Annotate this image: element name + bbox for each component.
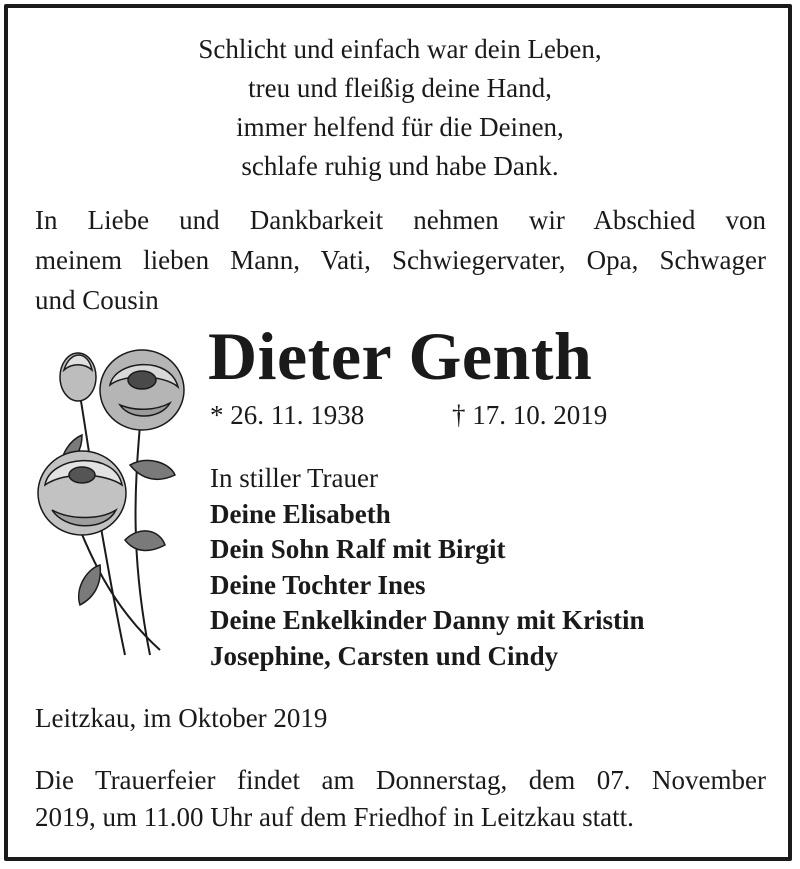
- mourning-heading: In stiller Trauer: [210, 463, 378, 493]
- poem-line: schlafe ruhig und habe Dank.: [241, 151, 559, 181]
- memorial-poem: [0, 30, 800, 186]
- farewell-text: [35, 200, 766, 320]
- deceased-name: Dieter Genth: [208, 318, 593, 394]
- mourner-entry: Deine Elisabeth: [210, 498, 391, 529]
- farewell-line: meinem lieben Mann, Vati, Schwiegervater, Opa, Schwager: [35, 245, 766, 275]
- mourner-entry: Deine Enkelkinder Danny mit Kristin: [210, 605, 645, 635]
- funeral-info: [35, 762, 766, 836]
- mourner-entry: Dein Sohn Ralf mit Birgit: [210, 534, 506, 564]
- funeral-line: 2019, um 11.00 Uhr auf dem Friedhof in Leitzkau statt.: [35, 802, 634, 832]
- farewell-line: und Cousin: [35, 285, 159, 315]
- roses-icon: [30, 335, 200, 665]
- poem-line: Schlicht und einfach war dein Leben,: [198, 34, 602, 64]
- farewell-line: In Liebe und Dankbarkeit nehmen wir Abschied von: [35, 205, 766, 235]
- mourners-list: [210, 461, 645, 674]
- mourner-entry: Josephine, Carsten und Cindy: [210, 640, 559, 671]
- poem-line: treu und fleißig deine Hand,: [248, 73, 552, 103]
- mourner-entry: Deine Tochter Ines: [210, 569, 426, 600]
- place-and-date: Leitzkau, im Oktober 2019: [35, 703, 328, 733]
- poem-line: immer helfend für die Deinen,: [236, 112, 564, 142]
- death-date: † 17. 10. 2019: [452, 400, 608, 430]
- funeral-line: Die Trauerfeier findet am Donnerstag, dem 07. November: [35, 765, 766, 795]
- birth-date: * 26. 11. 1938: [210, 400, 365, 430]
